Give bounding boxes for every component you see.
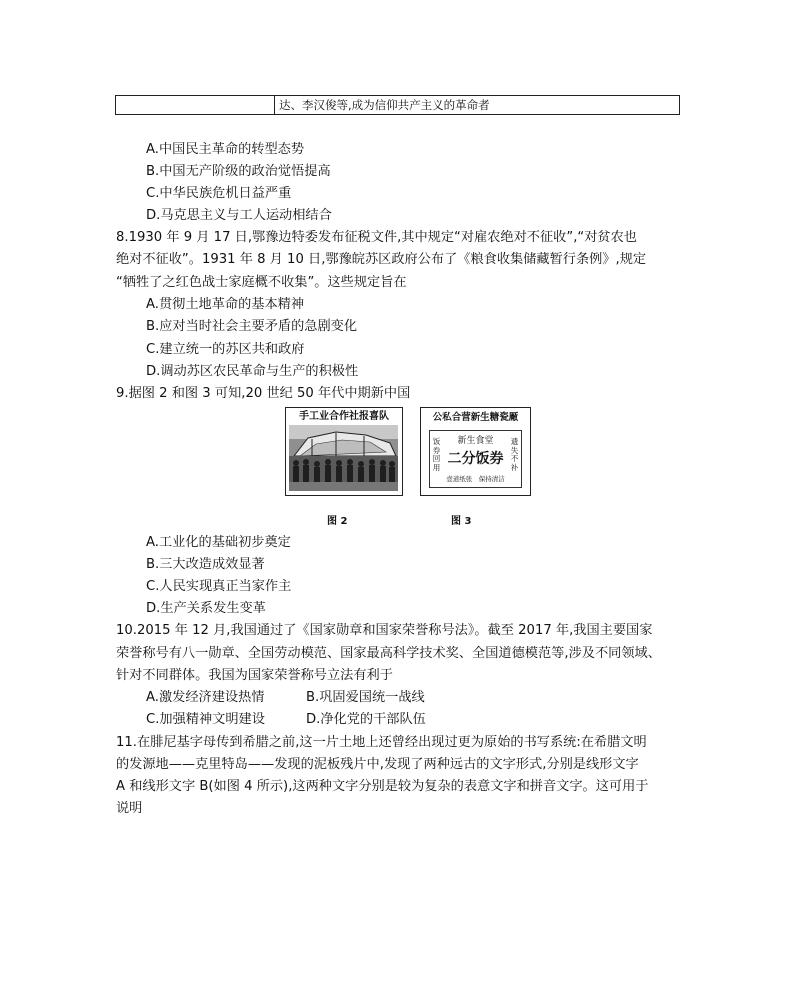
- q11-stem-line1: 11.在腓尼基字母传到希腊之前,这一片土地上还曾经出现过更为原始的书写系统:在希腊文明: [116, 735, 647, 750]
- figure-3-meal-coupon: [420, 407, 531, 496]
- q9-stem: 9.据图 2 和图 3 可知,20 世纪 50 年代中期新中国: [116, 386, 411, 401]
- q8-option-b[interactable]: B.应对当时社会主要矛盾的急剧变化: [146, 319, 358, 334]
- q8-option-c[interactable]: C.建立统一的苏区共和政府: [146, 342, 305, 357]
- figure-3-caption: 图 3: [451, 516, 472, 527]
- q11-stem-line3: A 和线形文字 B(如图 4 所示),这两种文字分别是较为复杂的表意文字和拼音文字。这可用于: [116, 779, 649, 794]
- q8-option-a[interactable]: A.贯彻土地革命的基本精神: [146, 297, 305, 312]
- coupon-frame: [429, 430, 522, 488]
- q8-option-d[interactable]: D.调动苏区农民革命与生产的积极性: [146, 364, 359, 379]
- figure-2-caption: 图 2: [327, 516, 348, 527]
- table-cell-text: 达、李汉俊等,成为信仰共产主义的革命者: [279, 98, 490, 112]
- coupon-right-vertical-text: 遗失不补: [510, 437, 519, 472]
- q9-option-d[interactable]: D.生产关系发生变革: [146, 601, 266, 616]
- q9-option-b[interactable]: B.三大改造成效显著: [146, 557, 265, 572]
- q10-option-c[interactable]: C.加强精神文明建设: [146, 712, 265, 727]
- q11-stem-line4: 说明: [116, 801, 143, 816]
- q10-option-d[interactable]: D.净化党的干部队伍: [306, 712, 426, 727]
- q7-option-c[interactable]: C.中华民族危机日益严重: [146, 186, 292, 201]
- q9-option-c[interactable]: C.人民实现真正当家作主: [146, 579, 292, 594]
- q8-stem-line2: 绝对不征收”。1931 年 8 月 10 日,鄂豫皖苏区政府公布了《粮食收集储藏暂行条例》,规定: [116, 252, 647, 267]
- q8-stem-line1: 8.1930 年 9 月 17 日,鄂豫边特委发布征税文件,其中规定“对雇农绝对不征收”,“对贫农也: [116, 230, 637, 245]
- coupon-footer-text: 壹道纸张 保持清洁: [446, 475, 505, 483]
- q10-option-b[interactable]: B.巩固爱国统一战线: [306, 690, 425, 705]
- q7-option-a[interactable]: A.中国民主革命的转型态势: [146, 142, 305, 157]
- figure-3-title: 公私合营新生糖瓷厰: [432, 412, 519, 423]
- q8-stem-line3: “牺牲了之红色战士家庭概不收集”。这些规定旨在: [116, 275, 407, 290]
- table-cell-empty: [116, 96, 275, 114]
- q7-option-d[interactable]: D.马克思主义与工人运动相结合: [146, 208, 332, 223]
- q7-option-b[interactable]: B.中国无产阶级的政治觉悟提高: [146, 164, 331, 179]
- parade-illustration: [286, 408, 401, 494]
- table-row: [115, 95, 680, 115]
- q10-option-a[interactable]: A.激发经济建设热情: [146, 690, 265, 705]
- q10-stem-line2: 荣誉称号有八一勋章、全国劳动模范、国家最高科学技术奖、全国道德模范等,涉及不同领域、: [116, 646, 661, 661]
- q10-stem-line1: 10.2015 年 12 月,我国通过了《国家勋章和国家荣誉称号法》。截至 2017 年,我国主要国家: [116, 623, 653, 638]
- figure-2-photo: [285, 407, 403, 496]
- coupon-canteen-name: 新生食堂: [457, 436, 494, 446]
- figure-2-title: 手工业合作社报喜队: [299, 411, 389, 422]
- coupon-denomination: 二分饭券: [447, 451, 504, 467]
- q11-stem-line2: 的发源地——克里特岛——发现的泥板残片中,发现了两种远古的文字形式,分别是线形文字: [116, 757, 639, 772]
- coupon-left-vertical-text: 饭券回用: [432, 437, 441, 472]
- q9-option-a[interactable]: A.工业化的基础初步奠定: [146, 535, 291, 550]
- q10-stem-line3: 针对不同群体。我国为国家荣誉称号立法有利于: [116, 668, 393, 683]
